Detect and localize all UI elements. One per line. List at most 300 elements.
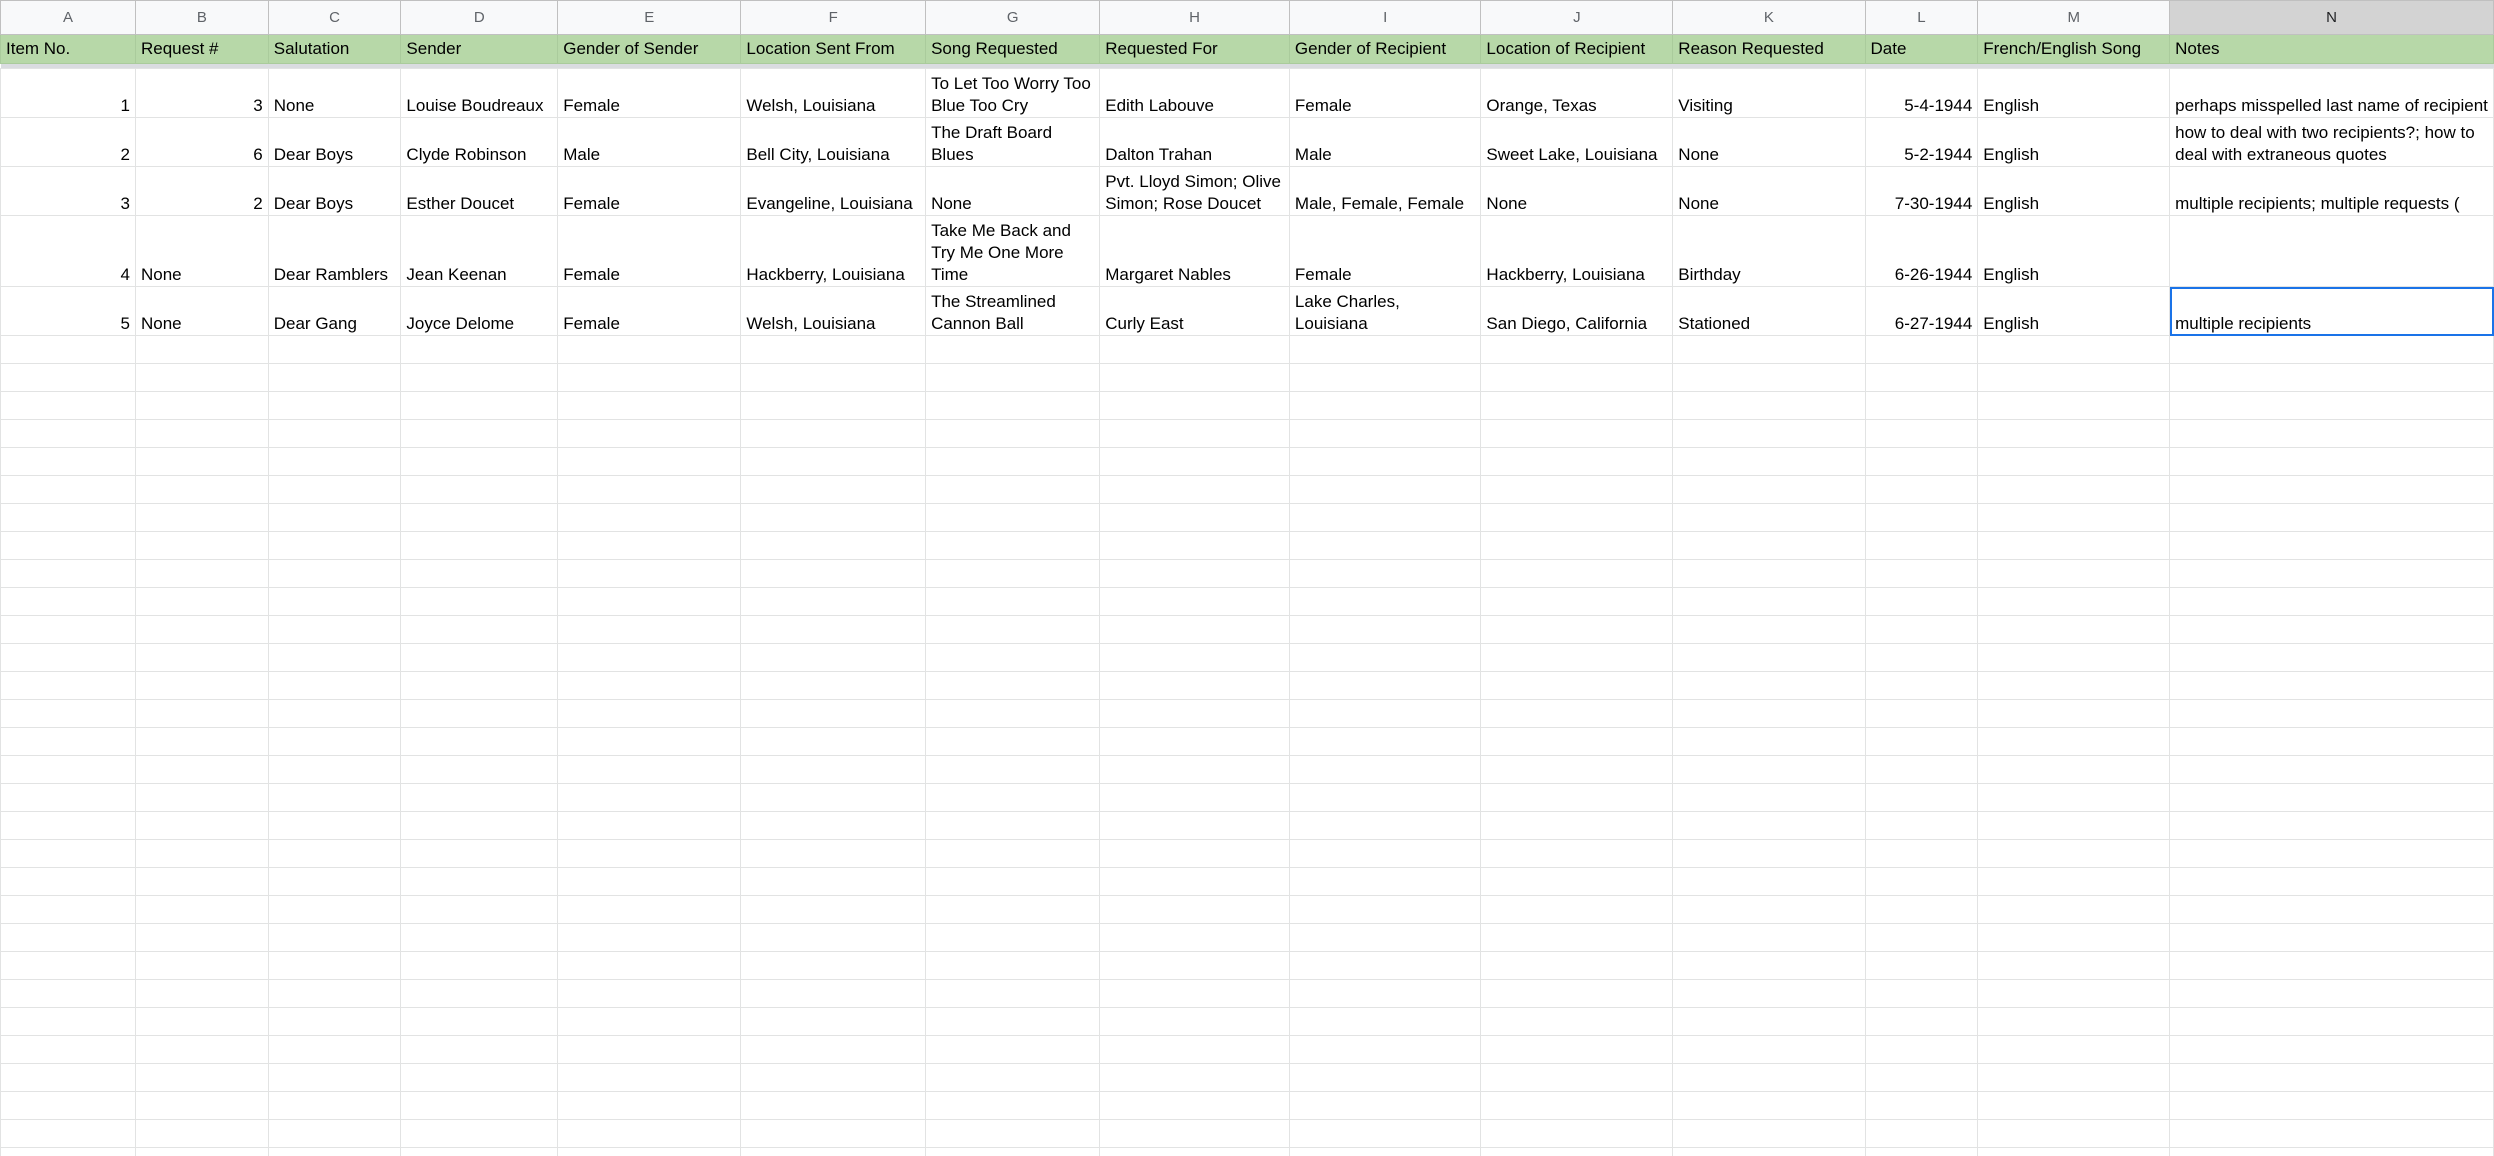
empty-cell[interactable] xyxy=(558,616,741,644)
empty-cell[interactable] xyxy=(1978,1064,2170,1092)
empty-cell[interactable] xyxy=(1481,504,1673,532)
empty-cell[interactable] xyxy=(2170,924,2494,952)
empty-cell[interactable] xyxy=(268,980,401,1008)
empty-cell[interactable] xyxy=(1100,364,1290,392)
cell-j6[interactable]: Hackberry, Louisiana xyxy=(1481,216,1673,287)
empty-cell[interactable] xyxy=(1481,336,1673,364)
cell-g4[interactable]: The Draft Board Blues xyxy=(926,118,1100,167)
empty-cell[interactable] xyxy=(1,588,136,616)
empty-cell[interactable] xyxy=(1289,1092,1481,1120)
empty-cell[interactable] xyxy=(741,1064,926,1092)
cell-b6[interactable]: None xyxy=(135,216,268,287)
empty-cell[interactable] xyxy=(268,1148,401,1156)
cell-e7[interactable]: Female xyxy=(558,287,741,336)
empty-cell[interactable] xyxy=(1,1064,136,1092)
empty-cell[interactable] xyxy=(1100,868,1290,896)
empty-cell[interactable] xyxy=(1978,448,2170,476)
empty-cell[interactable] xyxy=(135,364,268,392)
empty-cell[interactable] xyxy=(135,924,268,952)
empty-cell[interactable] xyxy=(1865,448,1978,476)
empty-cell[interactable] xyxy=(135,420,268,448)
empty-cell[interactable] xyxy=(558,532,741,560)
cell-n4[interactable]: how to deal with two recipients?; how to deal with extraneous quotes xyxy=(2170,118,2494,167)
empty-cell[interactable] xyxy=(1865,1092,1978,1120)
header-cell[interactable]: Date xyxy=(1865,35,1978,64)
cell-g5[interactable]: None xyxy=(926,167,1100,216)
empty-cell[interactable] xyxy=(1673,392,1865,420)
empty-cell[interactable] xyxy=(926,364,1100,392)
empty-cell[interactable] xyxy=(401,560,558,588)
empty-cell[interactable] xyxy=(741,924,926,952)
empty-cell[interactable] xyxy=(1865,728,1978,756)
empty-cell[interactable] xyxy=(1673,672,1865,700)
cell-l3[interactable]: 5-4-1944 xyxy=(1865,69,1978,118)
empty-cell[interactable] xyxy=(1978,672,2170,700)
empty-cell[interactable] xyxy=(1100,952,1290,980)
empty-cell[interactable] xyxy=(1673,448,1865,476)
cell-d6[interactable]: Jean Keenan xyxy=(401,216,558,287)
empty-cell[interactable] xyxy=(1865,532,1978,560)
empty-cell[interactable] xyxy=(1,840,136,868)
empty-cell[interactable] xyxy=(1865,868,1978,896)
empty-cell[interactable] xyxy=(1289,896,1481,924)
cell-i4[interactable]: Male xyxy=(1289,118,1481,167)
empty-cell[interactable] xyxy=(2170,1148,2494,1156)
empty-cell[interactable] xyxy=(1,672,136,700)
cell-j7[interactable]: San Diego, California xyxy=(1481,287,1673,336)
empty-cell[interactable] xyxy=(1100,728,1290,756)
empty-cell[interactable] xyxy=(1673,644,1865,672)
empty-cell[interactable] xyxy=(135,336,268,364)
empty-cell[interactable] xyxy=(926,784,1100,812)
empty-cell[interactable] xyxy=(1978,700,2170,728)
empty-cell[interactable] xyxy=(741,1036,926,1064)
empty-cell[interactable] xyxy=(1481,448,1673,476)
empty-cell[interactable] xyxy=(926,728,1100,756)
empty-cell[interactable] xyxy=(268,420,401,448)
column-header-d[interactable]: D xyxy=(401,1,558,35)
empty-cell[interactable] xyxy=(741,616,926,644)
empty-cell[interactable] xyxy=(926,980,1100,1008)
empty-cell[interactable] xyxy=(1289,1120,1481,1148)
empty-cell[interactable] xyxy=(1289,924,1481,952)
empty-cell[interactable] xyxy=(1481,756,1673,784)
empty-cell[interactable] xyxy=(1481,980,1673,1008)
empty-cell[interactable] xyxy=(2170,868,2494,896)
empty-cell[interactable] xyxy=(401,868,558,896)
empty-cell[interactable] xyxy=(1481,896,1673,924)
cell-d4[interactable]: Clyde Robinson xyxy=(401,118,558,167)
empty-cell[interactable] xyxy=(401,1148,558,1156)
column-header-j[interactable]: J xyxy=(1481,1,1673,35)
empty-cell[interactable] xyxy=(1289,336,1481,364)
empty-cell[interactable] xyxy=(135,1148,268,1156)
empty-cell[interactable] xyxy=(1,644,136,672)
cell-f6[interactable]: Hackberry, Louisiana xyxy=(741,216,926,287)
empty-cell[interactable] xyxy=(1481,1064,1673,1092)
empty-cell[interactable] xyxy=(1100,700,1290,728)
cell-b3[interactable]: 3 xyxy=(135,69,268,118)
empty-cell[interactable] xyxy=(135,700,268,728)
empty-cell[interactable] xyxy=(135,756,268,784)
empty-cell[interactable] xyxy=(401,896,558,924)
empty-cell[interactable] xyxy=(1673,952,1865,980)
empty-cell[interactable] xyxy=(1865,812,1978,840)
empty-cell[interactable] xyxy=(1865,896,1978,924)
cell-h7[interactable]: Curly East xyxy=(1100,287,1290,336)
column-header-c[interactable]: C xyxy=(268,1,401,35)
empty-cell[interactable] xyxy=(1978,532,2170,560)
empty-cell[interactable] xyxy=(1,1036,136,1064)
cell-c5[interactable]: Dear Boys xyxy=(268,167,401,216)
empty-cell[interactable] xyxy=(1481,588,1673,616)
cell-i3[interactable]: Female xyxy=(1289,69,1481,118)
header-cell[interactable]: Salutation xyxy=(268,35,401,64)
empty-cell[interactable] xyxy=(1,448,136,476)
empty-cell[interactable] xyxy=(1,392,136,420)
empty-cell[interactable] xyxy=(268,448,401,476)
empty-cell[interactable] xyxy=(2170,952,2494,980)
empty-cell[interactable] xyxy=(135,1092,268,1120)
empty-cell[interactable] xyxy=(1289,1036,1481,1064)
empty-cell[interactable] xyxy=(268,644,401,672)
cell-d7[interactable]: Joyce Delome xyxy=(401,287,558,336)
empty-cell[interactable] xyxy=(926,616,1100,644)
empty-cell[interactable] xyxy=(1100,812,1290,840)
empty-cell[interactable] xyxy=(1289,392,1481,420)
empty-cell[interactable] xyxy=(401,672,558,700)
header-cell[interactable]: French/English Song xyxy=(1978,35,2170,64)
empty-cell[interactable] xyxy=(268,504,401,532)
empty-cell[interactable] xyxy=(926,700,1100,728)
cell-m6[interactable]: English xyxy=(1978,216,2170,287)
empty-cell[interactable] xyxy=(1,420,136,448)
empty-cell[interactable] xyxy=(1289,728,1481,756)
empty-cell[interactable] xyxy=(1481,560,1673,588)
cell-d5[interactable]: Esther Doucet xyxy=(401,167,558,216)
empty-cell[interactable] xyxy=(401,756,558,784)
cell-c6[interactable]: Dear Ramblers xyxy=(268,216,401,287)
empty-cell[interactable] xyxy=(268,532,401,560)
header-cell[interactable]: Location of Recipient xyxy=(1481,35,1673,64)
empty-cell[interactable] xyxy=(1978,644,2170,672)
empty-cell[interactable] xyxy=(401,1092,558,1120)
empty-cell[interactable] xyxy=(1100,1036,1290,1064)
empty-cell[interactable] xyxy=(1978,1120,2170,1148)
empty-cell[interactable] xyxy=(1673,728,1865,756)
empty-cell[interactable] xyxy=(401,504,558,532)
empty-cell[interactable] xyxy=(401,784,558,812)
cell-i7[interactable]: Lake Charles, Louisiana xyxy=(1289,287,1481,336)
empty-cell[interactable] xyxy=(401,448,558,476)
empty-cell[interactable] xyxy=(1865,1120,1978,1148)
empty-cell[interactable] xyxy=(558,784,741,812)
empty-cell[interactable] xyxy=(135,532,268,560)
empty-cell[interactable] xyxy=(1,980,136,1008)
empty-cell[interactable] xyxy=(2170,504,2494,532)
cell-c7[interactable]: Dear Gang xyxy=(268,287,401,336)
header-cell[interactable]: Location Sent From xyxy=(741,35,926,64)
empty-cell[interactable] xyxy=(926,1120,1100,1148)
empty-cell[interactable] xyxy=(1,812,136,840)
empty-cell[interactable] xyxy=(1100,644,1290,672)
empty-cell[interactable] xyxy=(1481,392,1673,420)
empty-cell[interactable] xyxy=(1673,840,1865,868)
empty-cell[interactable] xyxy=(558,924,741,952)
empty-cell[interactable] xyxy=(268,364,401,392)
empty-cell[interactable] xyxy=(741,476,926,504)
empty-cell[interactable] xyxy=(926,756,1100,784)
empty-cell[interactable] xyxy=(1978,952,2170,980)
empty-cell[interactable] xyxy=(1100,616,1290,644)
cell-b5[interactable]: 2 xyxy=(135,167,268,216)
empty-cell[interactable] xyxy=(558,588,741,616)
empty-cell[interactable] xyxy=(135,672,268,700)
empty-cell[interactable] xyxy=(1,1092,136,1120)
empty-cell[interactable] xyxy=(558,728,741,756)
empty-cell[interactable] xyxy=(1481,1008,1673,1036)
empty-cell[interactable] xyxy=(1,476,136,504)
header-cell[interactable]: Reason Requested xyxy=(1673,35,1865,64)
empty-cell[interactable] xyxy=(1100,924,1290,952)
empty-cell[interactable] xyxy=(1978,812,2170,840)
empty-cell[interactable] xyxy=(1481,868,1673,896)
empty-cell[interactable] xyxy=(135,560,268,588)
empty-cell[interactable] xyxy=(1100,392,1290,420)
empty-cell[interactable] xyxy=(1673,560,1865,588)
empty-cell[interactable] xyxy=(135,980,268,1008)
empty-cell[interactable] xyxy=(401,812,558,840)
empty-cell[interactable] xyxy=(135,812,268,840)
empty-cell[interactable] xyxy=(268,1064,401,1092)
empty-cell[interactable] xyxy=(926,1008,1100,1036)
empty-cell[interactable] xyxy=(926,560,1100,588)
empty-cell[interactable] xyxy=(1865,700,1978,728)
empty-cell[interactable] xyxy=(401,588,558,616)
empty-cell[interactable] xyxy=(926,672,1100,700)
empty-cell[interactable] xyxy=(2170,532,2494,560)
empty-cell[interactable] xyxy=(741,784,926,812)
empty-cell[interactable] xyxy=(1673,1092,1865,1120)
empty-cell[interactable] xyxy=(926,336,1100,364)
empty-cell[interactable] xyxy=(1481,532,1673,560)
empty-cell[interactable] xyxy=(2170,700,2494,728)
empty-cell[interactable] xyxy=(1673,1120,1865,1148)
empty-cell[interactable] xyxy=(1978,616,2170,644)
empty-cell[interactable] xyxy=(1,868,136,896)
cell-a7[interactable]: 5 xyxy=(1,287,136,336)
empty-cell[interactable] xyxy=(741,644,926,672)
cell-e3[interactable]: Female xyxy=(558,69,741,118)
empty-cell[interactable] xyxy=(741,364,926,392)
empty-cell[interactable] xyxy=(741,504,926,532)
header-cell[interactable]: Song Requested xyxy=(926,35,1100,64)
empty-cell[interactable] xyxy=(268,896,401,924)
empty-cell[interactable] xyxy=(741,560,926,588)
empty-cell[interactable] xyxy=(1481,700,1673,728)
header-cell[interactable]: Sender xyxy=(401,35,558,64)
empty-cell[interactable] xyxy=(2170,1064,2494,1092)
empty-cell[interactable] xyxy=(1289,476,1481,504)
empty-cell[interactable] xyxy=(1289,644,1481,672)
empty-cell[interactable] xyxy=(268,560,401,588)
empty-cell[interactable] xyxy=(1673,588,1865,616)
empty-cell[interactable] xyxy=(1481,476,1673,504)
empty-cell[interactable] xyxy=(135,588,268,616)
empty-cell[interactable] xyxy=(268,1008,401,1036)
empty-cell[interactable] xyxy=(1100,532,1290,560)
cell-a4[interactable]: 2 xyxy=(1,118,136,167)
empty-cell[interactable] xyxy=(1673,700,1865,728)
empty-cell[interactable] xyxy=(268,336,401,364)
empty-cell[interactable] xyxy=(1673,756,1865,784)
header-cell[interactable]: Notes xyxy=(2170,35,2494,64)
empty-cell[interactable] xyxy=(741,1148,926,1156)
empty-cell[interactable] xyxy=(1,504,136,532)
cell-c3[interactable]: None xyxy=(268,69,401,118)
empty-cell[interactable] xyxy=(2170,1120,2494,1148)
column-header-g[interactable]: G xyxy=(926,1,1100,35)
empty-cell[interactable] xyxy=(268,868,401,896)
empty-cell[interactable] xyxy=(135,1036,268,1064)
empty-cell[interactable] xyxy=(1289,364,1481,392)
empty-cell[interactable] xyxy=(1100,756,1290,784)
empty-cell[interactable] xyxy=(1289,1008,1481,1036)
empty-cell[interactable] xyxy=(1865,420,1978,448)
empty-cell[interactable] xyxy=(741,868,926,896)
empty-cell[interactable] xyxy=(268,476,401,504)
empty-cell[interactable] xyxy=(1289,784,1481,812)
cell-e4[interactable]: Male xyxy=(558,118,741,167)
empty-cell[interactable] xyxy=(1865,840,1978,868)
empty-cell[interactable] xyxy=(2170,1092,2494,1120)
cell-l5[interactable]: 7-30-1944 xyxy=(1865,167,1978,216)
empty-cell[interactable] xyxy=(1865,504,1978,532)
empty-cell[interactable] xyxy=(1100,980,1290,1008)
empty-cell[interactable] xyxy=(1865,476,1978,504)
cell-i5[interactable]: Male, Female, Female xyxy=(1289,167,1481,216)
empty-cell[interactable] xyxy=(1865,336,1978,364)
empty-cell[interactable] xyxy=(268,952,401,980)
empty-cell[interactable] xyxy=(135,644,268,672)
empty-cell[interactable] xyxy=(1978,784,2170,812)
empty-cell[interactable] xyxy=(558,756,741,784)
empty-cell[interactable] xyxy=(268,812,401,840)
empty-cell[interactable] xyxy=(1978,1148,2170,1156)
empty-cell[interactable] xyxy=(1978,392,2170,420)
empty-cell[interactable] xyxy=(2170,672,2494,700)
empty-cell[interactable] xyxy=(1289,448,1481,476)
header-cell[interactable]: Requested For xyxy=(1100,35,1290,64)
empty-cell[interactable] xyxy=(741,532,926,560)
empty-cell[interactable] xyxy=(558,1036,741,1064)
cell-n6[interactable] xyxy=(2170,216,2494,287)
empty-cell[interactable] xyxy=(1673,896,1865,924)
cell-m5[interactable]: English xyxy=(1978,167,2170,216)
empty-cell[interactable] xyxy=(1481,840,1673,868)
empty-cell[interactable] xyxy=(558,1148,741,1156)
empty-cell[interactable] xyxy=(1100,1092,1290,1120)
empty-cell[interactable] xyxy=(741,812,926,840)
empty-cell[interactable] xyxy=(1481,784,1673,812)
empty-cell[interactable] xyxy=(135,896,268,924)
empty-cell[interactable] xyxy=(1100,1064,1290,1092)
empty-cell[interactable] xyxy=(741,1008,926,1036)
empty-cell[interactable] xyxy=(1100,420,1290,448)
empty-cell[interactable] xyxy=(1481,728,1673,756)
empty-cell[interactable] xyxy=(1481,952,1673,980)
empty-cell[interactable] xyxy=(2170,644,2494,672)
cell-m4[interactable]: English xyxy=(1978,118,2170,167)
empty-cell[interactable] xyxy=(558,476,741,504)
empty-cell[interactable] xyxy=(741,896,926,924)
empty-cell[interactable] xyxy=(926,1064,1100,1092)
empty-cell[interactable] xyxy=(135,504,268,532)
column-header-e[interactable]: E xyxy=(558,1,741,35)
cell-c4[interactable]: Dear Boys xyxy=(268,118,401,167)
empty-cell[interactable] xyxy=(1865,560,1978,588)
header-cell[interactable]: Request # xyxy=(135,35,268,64)
empty-cell[interactable] xyxy=(401,392,558,420)
cell-h6[interactable]: Margaret Nables xyxy=(1100,216,1290,287)
empty-cell[interactable] xyxy=(1673,784,1865,812)
column-header-f[interactable]: F xyxy=(741,1,926,35)
empty-cell[interactable] xyxy=(1100,336,1290,364)
empty-cell[interactable] xyxy=(2170,420,2494,448)
cell-k3[interactable]: Visiting xyxy=(1673,69,1865,118)
empty-cell[interactable] xyxy=(1481,420,1673,448)
empty-cell[interactable] xyxy=(1673,1148,1865,1156)
cell-n5[interactable]: multiple recipients; multiple requests ( xyxy=(2170,167,2494,216)
empty-cell[interactable] xyxy=(926,1092,1100,1120)
column-header-k[interactable]: K xyxy=(1673,1,1865,35)
cell-l6[interactable]: 6-26-1944 xyxy=(1865,216,1978,287)
empty-cell[interactable] xyxy=(741,700,926,728)
empty-cell[interactable] xyxy=(1978,476,2170,504)
empty-cell[interactable] xyxy=(1481,1036,1673,1064)
empty-cell[interactable] xyxy=(1,756,136,784)
empty-cell[interactable] xyxy=(926,588,1100,616)
empty-cell[interactable] xyxy=(1,560,136,588)
empty-cell[interactable] xyxy=(1,336,136,364)
empty-cell[interactable] xyxy=(401,364,558,392)
empty-cell[interactable] xyxy=(401,1036,558,1064)
empty-cell[interactable] xyxy=(558,1064,741,1092)
empty-cell[interactable] xyxy=(401,1120,558,1148)
empty-cell[interactable] xyxy=(268,588,401,616)
empty-cell[interactable] xyxy=(1100,1008,1290,1036)
empty-cell[interactable] xyxy=(401,644,558,672)
empty-cell[interactable] xyxy=(401,1008,558,1036)
column-header-i[interactable]: I xyxy=(1289,1,1481,35)
empty-cell[interactable] xyxy=(1100,560,1290,588)
empty-cell[interactable] xyxy=(2170,364,2494,392)
empty-cell[interactable] xyxy=(1673,616,1865,644)
empty-cell[interactable] xyxy=(1673,812,1865,840)
empty-cell[interactable] xyxy=(2170,896,2494,924)
empty-cell[interactable] xyxy=(1,1120,136,1148)
empty-cell[interactable] xyxy=(135,868,268,896)
empty-cell[interactable] xyxy=(1100,588,1290,616)
empty-cell[interactable] xyxy=(558,448,741,476)
column-header-l[interactable]: L xyxy=(1865,1,1978,35)
empty-cell[interactable] xyxy=(926,812,1100,840)
empty-cell[interactable] xyxy=(1978,420,2170,448)
empty-cell[interactable] xyxy=(1865,1008,1978,1036)
empty-cell[interactable] xyxy=(135,1120,268,1148)
empty-cell[interactable] xyxy=(2170,448,2494,476)
empty-cell[interactable] xyxy=(1978,504,2170,532)
